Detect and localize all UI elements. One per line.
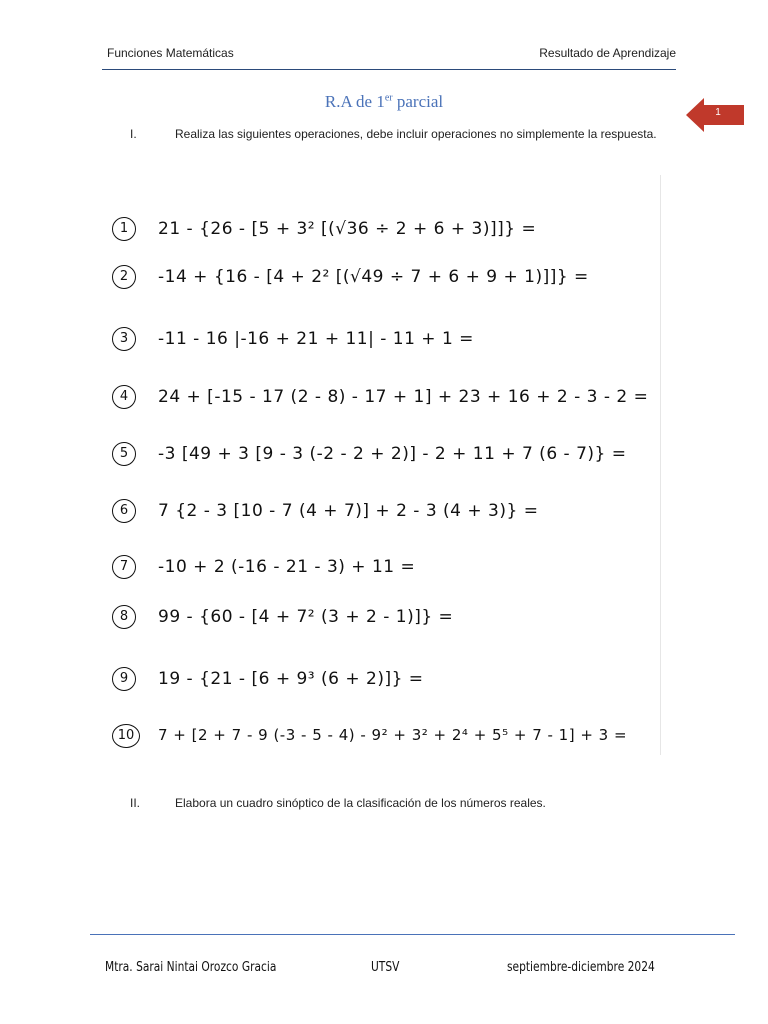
footer-teacher: Mtra. Sarai Nintai Orozco Gracia	[105, 960, 277, 975]
exercise-9: 9 19 - {21 - [6 + 9³ (6 + 2)]} =	[104, 665, 664, 699]
section-2-number: II.	[130, 796, 141, 810]
page-number-arrow-icon	[686, 98, 744, 132]
exercise-7: 7 -10 + 2 (-16 - 21 - 3) + 11 =	[104, 553, 664, 587]
footer-period: septiembre-diciembre 2024	[507, 960, 655, 975]
page-title: R.A de 1er parcial	[324, 92, 444, 111]
exercise-2: 2 -14 + {16 - [4 + 2² [(√49 ÷ 7 + 6 + 9 + 1)]]} =	[104, 263, 664, 297]
footer-divider	[90, 934, 735, 935]
handwritten-exercises-scan	[104, 175, 661, 755]
header-divider	[102, 69, 676, 70]
exercise-8: 8 99 - {60 - [4 + 7² (3 + 2 - 1)]} =	[104, 603, 664, 637]
header-section: Resultado de Aprendizaje	[539, 46, 676, 60]
section-2-text: Elabora un cuadro sinóptico de la clasificación de los números reales.	[175, 796, 546, 810]
footer-school: UTSV	[371, 960, 400, 975]
exercise-1: 1 21 - {26 - [5 + 3² [(√36 ÷ 2 + 6 + 3)]]} =	[104, 215, 664, 249]
exercise-3: 3 -11 - 16 |-16 + 21 + 11| - 11 + 1 =	[104, 325, 664, 359]
page-number: 1	[715, 107, 721, 118]
section-1-text: Realiza las siguientes operaciones, debe incluir operaciones no simplemente la respuesta.	[175, 127, 657, 141]
header-subject: Funciones Matemáticas	[107, 46, 234, 60]
exercise-4: 4 24 + [-15 - 17 (2 - 8) - 17 + 1] + 23 + 16 + 2 - 3 - 2 =	[104, 383, 664, 417]
exercise-6: 6 7 {2 - 3 [10 - 7 (4 + 7)] + 2 - 3 (4 + 3)} =	[104, 497, 664, 531]
exercise-5: 5 -3 [49 + 3 [9 - 3 (-2 - 2 + 2)] - 2 + 11 + 7 (6 - 7)} =	[104, 440, 664, 474]
section-1-number: I.	[130, 127, 137, 141]
exercise-10: 10 7 + [2 + 7 - 9 (-3 - 5 - 4) - 9² + 3² + 2⁴ + 5⁵ + 7 - 1] + 3 =	[104, 722, 664, 756]
